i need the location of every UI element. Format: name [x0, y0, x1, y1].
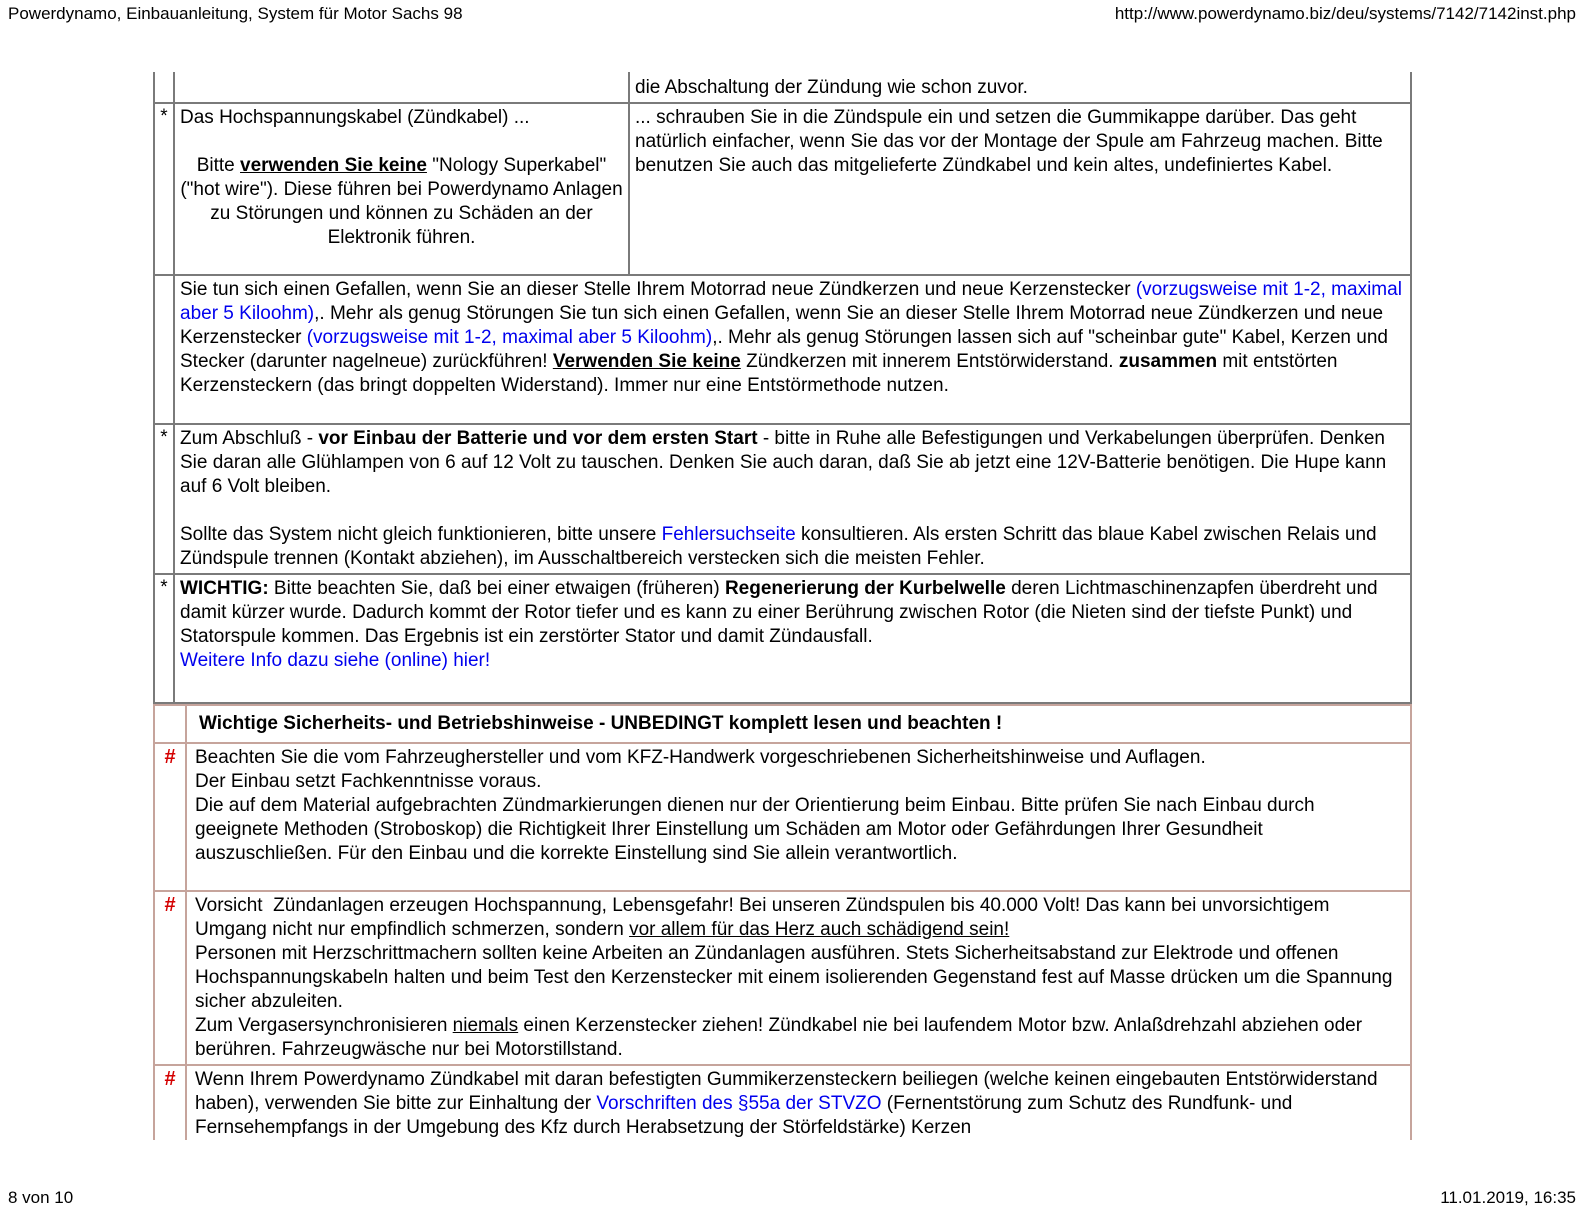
table-cell	[174, 574, 1411, 703]
table-cell	[186, 1065, 1411, 1140]
text-segment: Zündkerzen mit innerem Entstörwiderstand.	[740, 351, 1119, 372]
text-segment: Personen mit Herzschrittmachern sollten keine Arbeiten an Zündanlagen ausführen. Stets Sicherheitsabstand zur Elektrode und offenen Hochspannungskabeln halten und beim Test den Kerzenstecker mit einem isolierenden Gegenstand fest auf Masse drücken um die Spannung sicher abzuleiten.	[195, 943, 1393, 1012]
text-link[interactable]: Fehlersuchseite	[661, 524, 796, 545]
table-cell	[186, 743, 1411, 891]
header-url: http://www.powerdynamo.biz/deu/systems/7142/7142inst.php	[1114, 4, 1576, 23]
header-doc-title: Powerdynamo, Einbauanleitung, System für Motor Sachs 98	[8, 4, 463, 23]
table-row	[154, 72, 1411, 103]
text-segment: konsultieren. Als ersten Schritt das blaue Kabel zwischen Relais und Zündspule trennen (Kontakt abziehen), im Ausschaltbereich verstecken sich die meisten Fehler.	[180, 524, 1377, 569]
paragraph	[180, 130, 623, 154]
table-cell	[174, 103, 629, 275]
row-marker: #	[154, 1065, 186, 1140]
text-segment: Bitte	[196, 155, 241, 176]
table-row	[154, 1065, 1411, 1140]
table-cell	[186, 891, 1411, 1065]
row-marker: *	[154, 103, 174, 275]
paragraph	[180, 577, 1405, 649]
footer-page-number: 8 von 10	[8, 1188, 74, 1207]
text-segment: Regenerierung der Kurbelwelle	[724, 578, 1006, 599]
cell-text	[180, 577, 1405, 673]
text-segment: Das Hochspannungskabel (Zündkabel) ...	[180, 107, 530, 128]
text-segment: Zum Vergasersynchronisieren	[195, 1015, 453, 1036]
cell-text	[195, 1068, 1402, 1140]
text-segment: Wichtige Sicherheits- und Betriebshinweise - UNBEDINGT komplett lesen und beachten !	[199, 713, 1003, 734]
text-segment: die Abschaltung der Zündung wie schon zuvor.	[635, 77, 1028, 98]
text-segment: - bitte in Ruhe alle Befestigungen und Verkabelungen überprüfen. Denken Sie daran alle Glühlampen von 6 auf 12 Volt zu tauschen. Denken Sie auch daran, daß Sie ab jetzt eine 12V-Batterie benötigen. Die Hupe kann auf 6 Volt bleiben.	[180, 428, 1387, 497]
table-cell	[174, 424, 1411, 574]
text-segment: (Fernentstörung zum Schutz des Rundfunk- und Fernsehempfangs in der Umgebung des Kfz durch Herabsetzung der Störfeldstärke) Kerzen	[195, 1093, 1293, 1138]
page-header	[8, 4, 1576, 24]
paragraph	[195, 770, 1402, 794]
text-segment: Die auf dem Material aufgebrachten Zündmarkierungen dienen nur der Orientierung beim Einbau. Bitte prüfen Sie nach Einbau durch geeignete Methoden (Stroboskop) die Richtigkeit Ihrer Einstellung um Schäden am Motor oder Gefährdungen Ihrer Gesundheit auszuschließen. Für den Einbau und die korrekte Einstellung sind Sie allein verantwortlich.	[195, 795, 1315, 864]
paragraph	[180, 649, 1405, 673]
text-link[interactable]: Weitere Info dazu siehe (online) hier!	[180, 650, 491, 671]
section-header-cell	[186, 705, 1411, 743]
paragraph	[635, 106, 1405, 178]
table-row	[154, 424, 1411, 574]
paragraph	[199, 712, 1398, 736]
paragraph	[195, 1068, 1402, 1140]
text-segment: ... schrauben Sie in die Zündspule ein und setzen die Gummikappe darüber. Das geht natürlich einfacher, wenn Sie das vor der Montage der Spule am Fahrzeug machen. Bitte benutzen Sie auch das mitgelieferte Zündkabel und kein altes, undefiniertes Kabel.	[635, 107, 1383, 176]
text-segment: Beachten Sie die vom Fahrzeughersteller und vom KFZ-Handwerk vorgeschriebenen Sicherheitshinweise und Auflagen.	[195, 747, 1206, 768]
table-row	[154, 743, 1411, 891]
instructions-table	[153, 72, 1412, 704]
paragraph	[195, 1014, 1402, 1062]
paragraph	[180, 278, 1405, 398]
table-cell	[629, 103, 1411, 275]
table-row	[154, 275, 1411, 424]
page-footer	[8, 1188, 1576, 1208]
text-segment: Sie tun sich einen Gefallen, wenn Sie an dieser Stelle Ihrem Motorrad neue Zündkerzen und neue Kerzenstecker	[180, 279, 1136, 300]
text-segment: Der Einbau setzt Fachkenntnisse voraus.	[195, 771, 542, 792]
cell-text	[180, 427, 1405, 571]
text-segment: niemals	[452, 1015, 519, 1036]
paragraph	[195, 794, 1402, 866]
table-cell	[629, 72, 1411, 103]
cell-text	[635, 106, 1405, 178]
text-link[interactable]: (vorzugsweise mit 1-2, maximal aber 5 Kiloohm)	[306, 327, 713, 348]
content-area	[153, 72, 1412, 1140]
row-marker: *	[154, 424, 174, 574]
row-marker: *	[154, 574, 174, 703]
text-segment: vor allem für das Herz auch schädigend sein!	[629, 919, 1010, 940]
text-link[interactable]: Vorschriften des §55a der STVZO	[596, 1093, 882, 1114]
paragraph	[180, 427, 1405, 499]
table-cell-empty	[174, 72, 629, 103]
paragraph	[180, 499, 1405, 523]
safety-notes-table	[153, 704, 1412, 1140]
paragraph	[180, 106, 623, 130]
cell-text	[635, 76, 1405, 100]
table-row	[154, 103, 1411, 275]
cell-text	[195, 894, 1402, 1062]
paragraph	[195, 894, 1402, 942]
text-segment: ,. Mehr als genug Störungen Sie tun sich einen Gefallen, wenn Sie an dieser Stelle Ihrem Motorrad neue Zündkerzen und neue Kerzenstecker	[180, 303, 1384, 348]
footer-timestamp: 11.01.2019, 16:35	[1440, 1188, 1576, 1207]
cell-text	[180, 106, 623, 250]
text-segment: verwenden Sie keine	[240, 155, 427, 176]
paragraph	[195, 942, 1402, 1014]
text-segment: zusammen	[1118, 351, 1218, 372]
text-segment: vor Einbau der Batterie und vor dem ersten Start	[318, 428, 758, 449]
cell-text	[180, 278, 1405, 398]
text-segment: Sollte das System nicht gleich funktionieren, bitte unsere	[180, 524, 662, 545]
table-cell	[174, 275, 1411, 424]
table-row	[154, 574, 1411, 703]
text-segment: mit entstörten Kerzensteckern (das bringt doppelten Widerstand). Immer nur eine Entstörmethode nutzen.	[180, 351, 1338, 396]
paragraph	[180, 523, 1405, 571]
row-marker-empty	[154, 275, 174, 424]
row-marker-empty	[154, 72, 174, 103]
text-segment: einen Kerzenstecker ziehen! Zündkabel nie bei laufendem Motor bzw. Anlaßdrehzahl abziehen oder berühren. Fahrzeugwäsche nur bei Motorstillstand.	[195, 1015, 1363, 1060]
table-row	[154, 705, 1411, 743]
cell-text	[199, 712, 1398, 736]
text-segment: ,. Mehr als genug Störungen lassen sich auf "scheinbar gute" Kabel, Kerzen und Stecker (darunter nagelneue) zurückführen!	[180, 327, 1388, 372]
paragraph	[635, 76, 1405, 100]
text-segment: "Nology Superkabel" ("hot wire"). Diese führen bei Powerdynamo Anlagen zu Störungen und können zu Schäden an der Elektronik führen.	[180, 155, 623, 248]
text-segment: Bitte beachten Sie, daß bei einer etwaigen (früheren)	[268, 578, 725, 599]
text-segment: Verwenden Sie keine	[552, 351, 741, 372]
paragraph	[180, 154, 623, 250]
text-segment: deren Lichtmaschinenzapfen überdreht und damit kürzer wurde. Dadurch kommt der Rotor tiefer und es kann zu einer Berührung zwischen Rotor (die Nieten sind der tiefste Punkt) und Statorspule kommen. Das Ergebnis ist ein zerstörter Stator und damit Zündausfall.	[180, 578, 1378, 647]
paragraph	[195, 746, 1402, 770]
cell-text	[195, 746, 1402, 866]
text-segment: Vorsicht Zündanlagen erzeugen Hochspannung, Lebensgefahr! Bei unseren Zündspulen bis 40.000 Volt! Das kann bei unvorsichtigem Umgang nicht nur empfindlich schmerzen, sondern	[195, 895, 1330, 940]
table-row	[154, 891, 1411, 1065]
row-marker-empty	[154, 705, 186, 743]
row-marker: #	[154, 891, 186, 1065]
text-segment: Zum Abschluß -	[180, 428, 319, 449]
row-marker: #	[154, 743, 186, 891]
text-segment: Wenn Ihrem Powerdynamo Zündkabel mit daran befestigten Gummikerzensteckern beiliegen (welche keinen eingebauten Entstörwiderstand haben), verwenden Sie bitte zur Einhaltung der	[195, 1069, 1378, 1114]
text-link[interactable]: (vorzugsweise mit 1-2, maximal aber 5 Kiloohm)	[180, 279, 1402, 324]
text-segment: WICHTIG:	[180, 578, 269, 599]
